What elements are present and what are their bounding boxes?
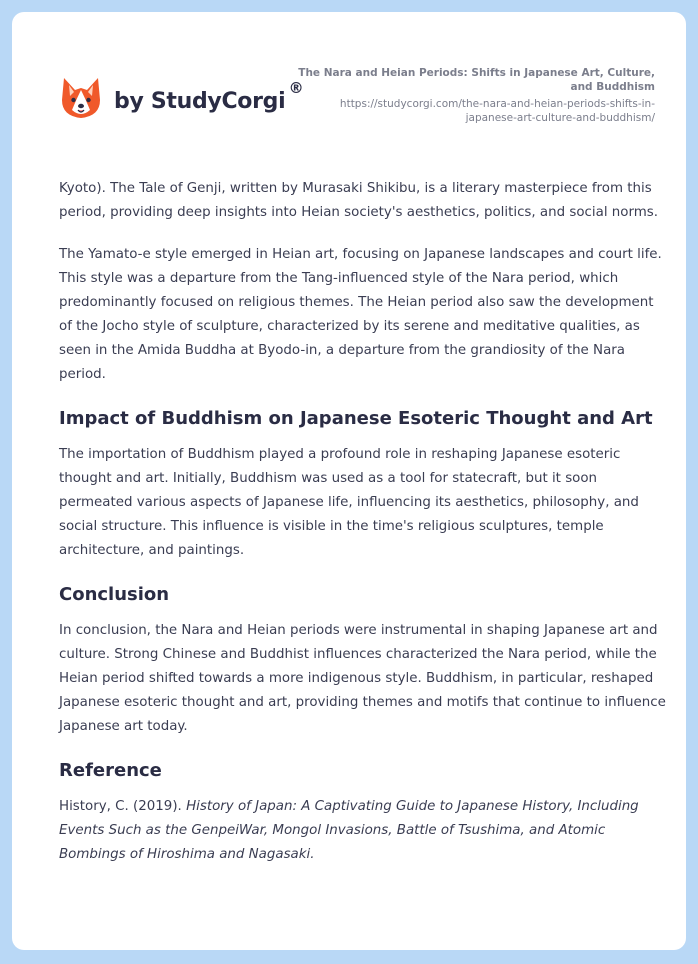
section-heading-conclusion: Conclusion — [59, 584, 170, 605]
registered-mark: ® — [288, 78, 304, 97]
paragraph: In conclusion, the Nara and Heian periods were instrumental in shaping Japanese art and culture. Strong Chinese and Buddhist influences characterized the Nara period, while the Heian period shifted towards a more indigenous style. Buddhism, in particular, reshaped Japanese esoteric thought and art, providing themes and motifs that continue to influence Japanese art today. — [59, 623, 666, 734]
section-heading-impact: Impact of Buddhism on Japanese Esoteric Thought and Art — [59, 408, 653, 429]
reference-author: History, C. (2019). — [59, 799, 187, 814]
section-heading-reference: Reference — [59, 760, 162, 781]
paragraph: The Yamato-e style emerged in Heian art, focusing on Japanese landscapes and court life. This style was a departure from the Tang-influenced style of the Nara period, which predominantly focused on religious themes. The Heian period also saw the development of the Jocho style of sculpture, characterized by its serene and meditative qualities, as seen in the Amida Buddha at Byodo-in, a departure from the grandiosity of the Nara period. — [59, 247, 662, 382]
document-page — [12, 12, 686, 950]
document-meta — [295, 66, 655, 125]
reference-entry — [59, 795, 669, 867]
paragraph: Kyoto). The Tale of Genji, written by Murasaki Shikibu, is a literary masterpiece from this period, providing deep insights into Heian society's aesthetics, politics, and social norms. — [59, 181, 659, 220]
reference-title: History of Japan: A Captivating Guide to Japanese History, Including Events Such as the GenpeiWar, Mongol Invasions, Battle of Tsushima, and Atomic Bombings of Hiroshima and Nagasaki. — [59, 799, 639, 862]
corgi-icon — [60, 76, 102, 120]
brand-text: by StudyCorgi — [114, 88, 286, 114]
meta-url-link[interactable]: https://studycorgi.com/the-nara-and-heian-periods-shifts-in-japanese-art-culture-and-buddhism/ — [339, 98, 655, 124]
paragraph: The importation of Buddhism played a profound role in reshaping Japanese esoteric thought and art. Initially, Buddhism was used as a tool for statecraft, but it soon permeated various aspects of Japanese life, influencing its aesthetics, philosophy, and social structure. This influence is visible in the time's religious sculptures, temple architecture, and paintings. — [59, 447, 639, 558]
article-body — [59, 177, 669, 885]
meta-title: The Nara and Heian Periods: Shifts in Japanese Art, Culture, and Buddhism — [298, 67, 655, 93]
studycorgi-logo[interactable] — [60, 76, 304, 120]
brand-name — [114, 78, 304, 114]
